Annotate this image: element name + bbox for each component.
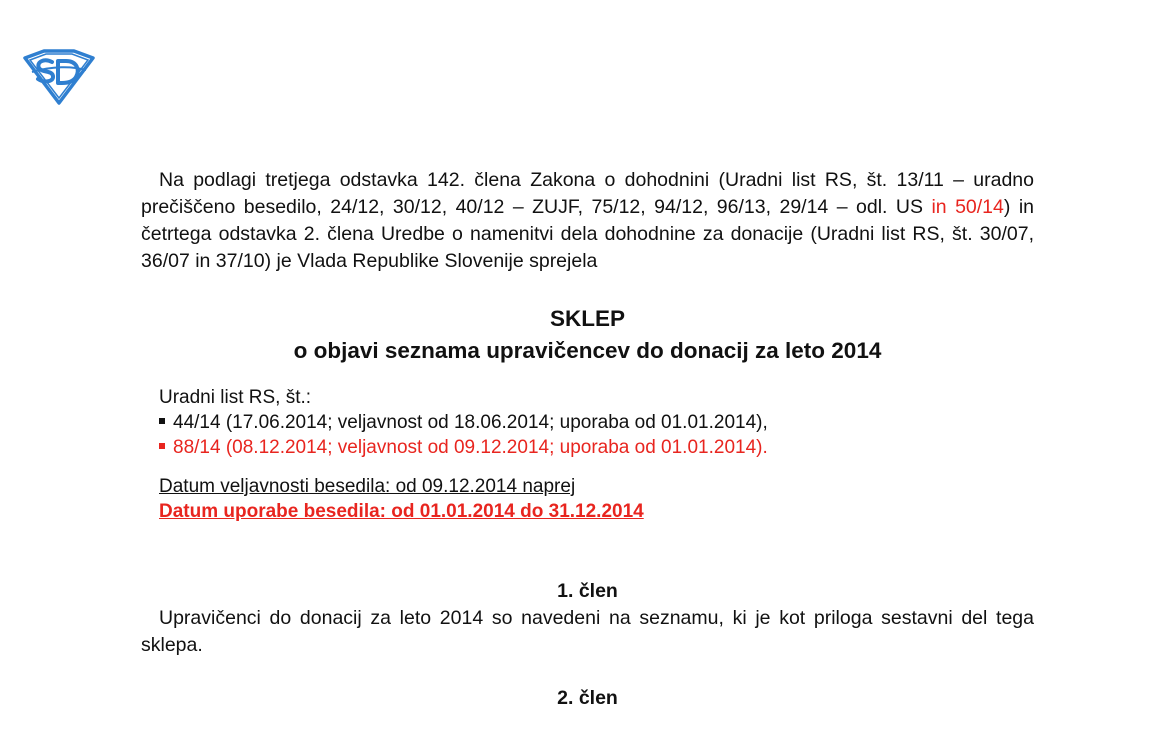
bullet-icon: [159, 443, 165, 449]
title-line2: o objavi seznama upravičencev do donacij za leto 2014: [293, 338, 882, 363]
gazette-label: Uradni list RS, št.:: [159, 387, 312, 408]
gazette-item: [159, 435, 1034, 460]
document-title: [141, 303, 1034, 367]
article-1-text: Upravičenci do donacij za leto 2014 so navedeni na seznamu, ki je kot priloga sestavni del tega sklepa.: [141, 607, 1034, 656]
gazette-item-text: 44/14 (17.06.2014; veljavnost od 18.06.2014; uporaba od 01.01.2014),: [173, 412, 768, 433]
title-line1: SKLEP: [549, 306, 625, 331]
usage-date: Datum uporabe besedila: od 01.01.2014 do 31.12.2014: [159, 501, 644, 522]
intro-text-part2: ) in četrtega odstavka 2. člena Uredbe o namenitvi dela dohodnine za donacije (Uradni list RS, št. 30/07, 36/07 in 37/10) je Vlada Republike Slovenije sprejela: [141, 196, 1034, 272]
gazette-references: [159, 385, 1034, 460]
document-body: [141, 167, 1034, 712]
intro-text-part1: Na podlagi tretjega odstavka 142. člena Zakona o dohodnini (Uradni list RS, št. 13/11 – uradno prečiščeno besedilo, 24/12, 30/12, 40/12 – ZUJF, 75/12, 94/12, 96/13, 29/14 – odl. US: [141, 169, 1034, 218]
article-2-heading: 2. člen: [557, 687, 618, 709]
validity-date: Datum veljavnosti besedila: od 09.12.2014 naprej: [159, 476, 576, 497]
article-1-heading: 1. člen: [557, 580, 618, 602]
gazette-item: [159, 410, 1034, 435]
intro-paragraph: [141, 167, 1034, 275]
text-dates: [159, 474, 1034, 524]
bullet-icon: [159, 418, 165, 424]
sd-shield-logo-icon: [22, 48, 96, 106]
intro-text-red: in 50/14: [931, 196, 1004, 218]
gazette-list: [159, 410, 1034, 460]
gazette-item-text: 88/14 (08.12.2014; veljavnost od 09.12.2014; uporaba od 01.01.2014).: [173, 437, 768, 458]
